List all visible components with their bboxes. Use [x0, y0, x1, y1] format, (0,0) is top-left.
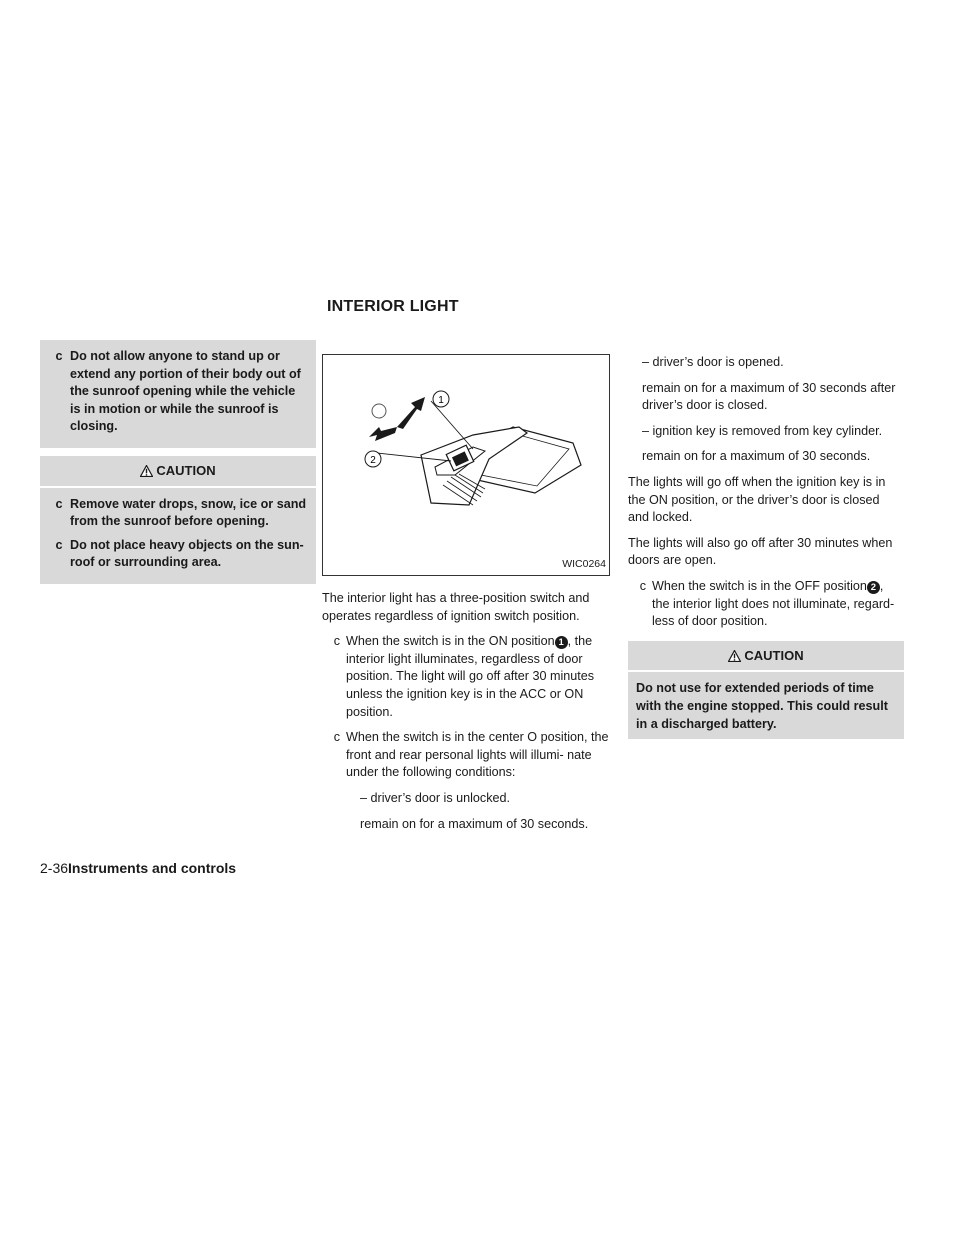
figure-code: WIC0264: [561, 556, 607, 574]
bullet-center-position: c When the switch is in the center O position, the front and rear personal lights will illumi- nate under the following conditions:: [322, 729, 610, 782]
bullet-on-position: c When the switch is in the ON position 1 , the interior light illuminates, regardless of door position. The light will go off after 30 minutes unless the ignition key is in the ACC or ON position.: [322, 633, 610, 721]
condition-unlocked-note: remain on for a maximum of 30 seconds.: [360, 816, 589, 831]
caution-heading: CAUTION: [40, 456, 316, 488]
footer-section: Instruments and controls: [68, 860, 237, 876]
column-right: [628, 354, 904, 739]
interior-light-switch-illustration: [323, 355, 609, 575]
bullet-mark: c: [639, 578, 646, 593]
condition-opened-note: remain on for a maximum of 30 seconds after driver’s door is closed.: [642, 380, 896, 413]
callout-2-marker: 2: [867, 581, 880, 594]
caution-box: Do not use for extended periods of time with the engine stopped. This could result in a discharged battery.: [628, 672, 904, 739]
bullet-mark: c: [333, 730, 340, 745]
caution-heading: CAUTION: [628, 641, 904, 673]
column-middle: [322, 354, 610, 841]
bullet-mark: c: [55, 349, 63, 363]
warning-triangle-icon: [728, 650, 741, 662]
caution-box: [40, 488, 316, 584]
condition-key-removed: – ignition key is removed from key cylinder.: [642, 423, 883, 438]
condition-opened: – driver’s door is opened.: [642, 355, 784, 369]
column-left: [40, 340, 316, 584]
page-number: 2-36: [40, 860, 69, 876]
bullet-mark: c: [333, 634, 340, 649]
bullet-mark: c: [55, 537, 63, 552]
interior-light-figure: [322, 354, 610, 576]
callout-1: 1: [438, 395, 444, 406]
page-footer: [40, 860, 236, 876]
bullet-mark: c: [55, 496, 63, 511]
caution-bullet: c Remove water drops, snow, ice or sand from the sunroof before opening.: [48, 496, 308, 531]
caution-bullet: c Do not place heavy objects on the sun- roof or surrounding area.: [48, 537, 308, 572]
condition-unlocked: – driver’s door is unlocked.: [360, 790, 511, 805]
lights-off-30min-paragraph: The lights will also go off after 30 minutes when doors are open.: [628, 535, 893, 568]
callout-1-marker: 1: [555, 636, 568, 649]
warning-box: [40, 340, 316, 448]
warning-bullet: c Do not allow anyone to stand up or extend any portion of their body out of the sunroof opening while the vehicle is in motion or while the sunroof is closing.: [48, 348, 308, 436]
lights-off-paragraph: The lights will go off when the ignition key is in the ON position, or the driver’s door is closed and locked.: [628, 474, 886, 525]
callout-2: 2: [370, 455, 376, 466]
section-title: INTERIOR LIGHT: [327, 298, 459, 315]
warning-triangle-icon: [140, 465, 153, 477]
bullet-off-position: c When the switch is in the OFF position 2 , the interior light does not illuminate, regard- less of door position.: [628, 578, 904, 631]
condition-key-removed-note: remain on for a maximum of 30 seconds.: [642, 449, 871, 464]
intro-paragraph: The interior light has a three-position switch and operates regardless of ignition switch position.: [322, 591, 590, 623]
